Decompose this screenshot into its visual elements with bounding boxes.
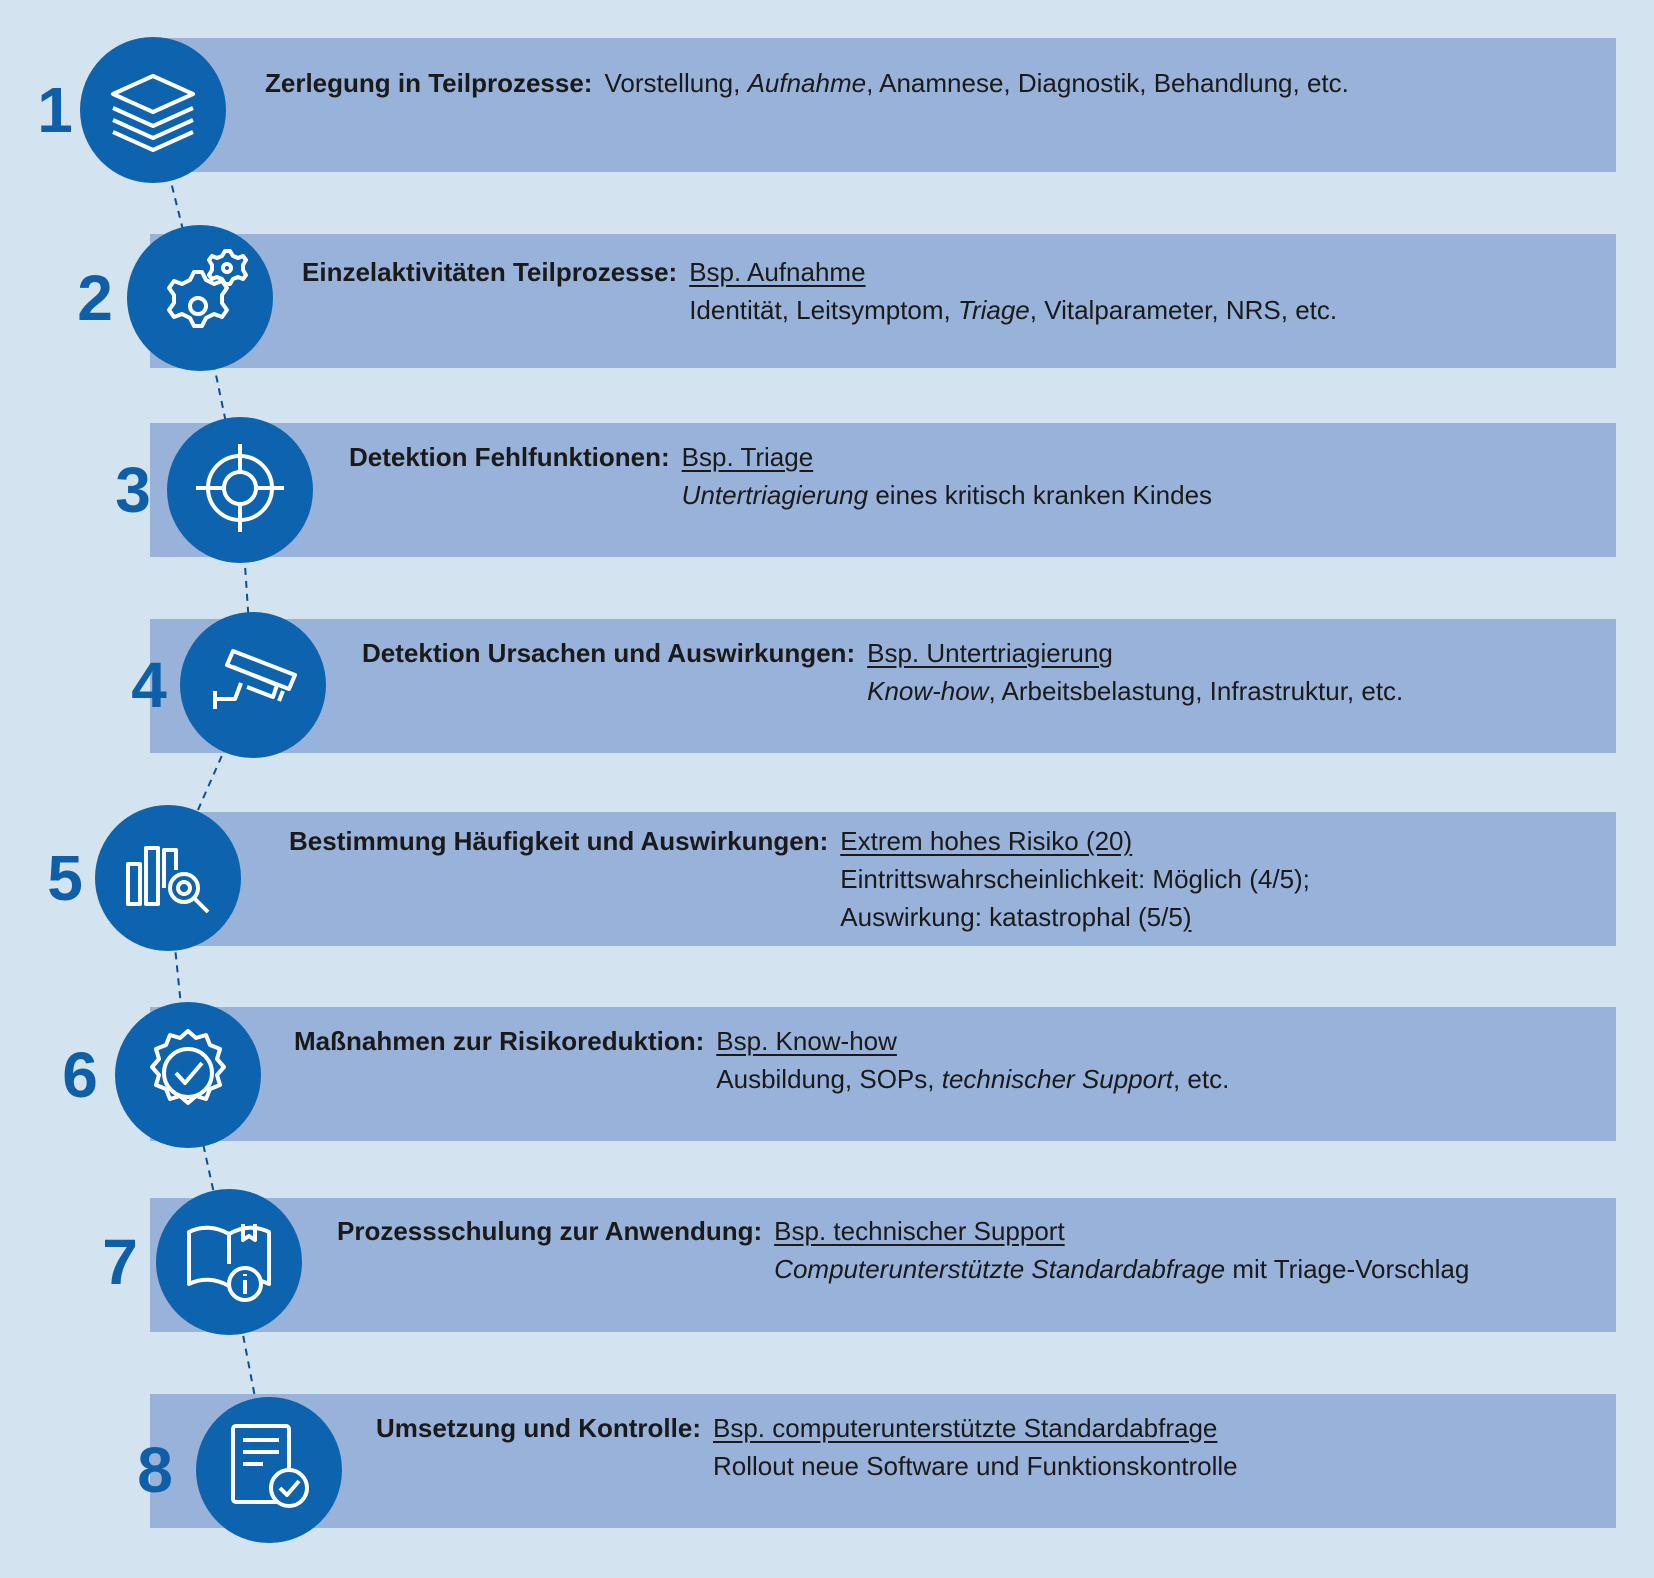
- text-segment: Triage: [958, 295, 1030, 325]
- target-icon: [190, 438, 290, 543]
- step-number: 5: [47, 842, 83, 914]
- step-description: [689, 253, 1337, 329]
- step-6-icon-circle: [115, 1002, 261, 1148]
- step-7-text: [337, 1212, 1469, 1288]
- step-4-icon-circle: [180, 612, 326, 758]
- step-label: Umsetzung und Kontrolle:: [376, 1413, 701, 1443]
- text-segment: Untertriagierung: [681, 480, 869, 510]
- description-line: [682, 476, 1212, 514]
- step-label: Detektion Ursachen und Auswirkungen:: [362, 638, 856, 668]
- step-label: Prozessschulung zur Anwendung:: [337, 1216, 763, 1246]
- text-segment: Vorstellung,: [604, 68, 748, 98]
- description-line: [713, 1447, 1238, 1485]
- text-segment: Rollout neue Software und Funktionskontrolle: [712, 1451, 1238, 1481]
- step-description: [716, 1022, 1229, 1098]
- step-5-icon-circle: [95, 805, 241, 951]
- step-description: [867, 634, 1403, 710]
- text-segment: Eintrittswahrscheinlichkeit: Möglich (4/5);: [840, 864, 1310, 894]
- text-segment: Bsp. technischer Support: [774, 1216, 1065, 1246]
- step-number: 1: [37, 74, 73, 146]
- text-segment: Aufnahme: [747, 68, 867, 98]
- step-number: 6: [62, 1039, 98, 1111]
- gears-icon: [150, 246, 250, 351]
- text-segment: Computerunterstützte Standardabfrage: [774, 1254, 1226, 1284]
- badge-check-icon: [138, 1023, 238, 1128]
- step-label: Einzelaktivitäten Teilprozesse:: [302, 257, 678, 287]
- step-label: Detektion Fehlfunktionen:: [349, 442, 670, 472]
- step-label: Bestimmung Häufigkeit und Auswirkungen:: [289, 826, 829, 856]
- security-camera-icon: [203, 633, 303, 738]
- description-line: [840, 898, 1310, 936]
- step-description: [682, 438, 1212, 514]
- step-2-icon-circle: [127, 225, 273, 371]
- description-line: [713, 1409, 1238, 1447]
- text-segment: Ausbildung, SOPs,: [716, 1064, 942, 1094]
- text-segment: mit Triage-Vorschlag: [1225, 1254, 1470, 1284]
- description-line: [716, 1022, 1229, 1060]
- step-3-text: [349, 438, 1212, 514]
- description-line: [716, 1060, 1229, 1098]
- description-line: [840, 860, 1310, 898]
- step-description: [774, 1212, 1469, 1288]
- step-number: 7: [102, 1226, 138, 1298]
- text-segment: technischer Support: [941, 1064, 1173, 1094]
- text-segment: Identität, Leitsymptom,: [689, 295, 958, 325]
- step-1-text: [265, 64, 1349, 102]
- text-segment: Bsp. computerunterstützte Standardabfrage: [712, 1413, 1218, 1443]
- text-segment: , Arbeitsbelastung, Infrastruktur, etc.: [988, 676, 1404, 706]
- text-segment: eines kritisch kranken Kindes: [868, 480, 1213, 510]
- text-segment: Bsp. Triage: [681, 442, 814, 472]
- description-line: [604, 64, 1348, 102]
- step-description: [713, 1409, 1238, 1485]
- step-8-text: [376, 1409, 1238, 1485]
- step-8-icon-circle: [196, 1397, 342, 1543]
- step-label: Maßnahmen zur Risikoreduktion:: [294, 1026, 705, 1056]
- step-4-text: [362, 634, 1403, 710]
- text-segment: , Vitalparameter, NRS, etc.: [1029, 295, 1338, 325]
- step-number: 3: [115, 454, 151, 526]
- description-line: [682, 438, 1212, 476]
- text-segment: Bsp. Untertriagierung: [867, 638, 1113, 668]
- step-7-icon-circle: [156, 1189, 302, 1335]
- text-segment: , etc.: [1172, 1064, 1230, 1094]
- book-info-icon: [179, 1210, 279, 1315]
- description-line: [867, 634, 1403, 672]
- text-segment: , Anamnese, Diagnostik, Behandlung, etc.: [866, 68, 1349, 98]
- step-6-text: [294, 1022, 1229, 1098]
- text-segment: ): [1182, 902, 1192, 932]
- step-description: [604, 64, 1348, 102]
- description-line: [689, 291, 1337, 329]
- description-line: [689, 253, 1337, 291]
- document-check-icon: [219, 1418, 319, 1523]
- layers-icon: [103, 58, 203, 163]
- step-number: 8: [137, 1434, 173, 1506]
- step-5-text: [289, 822, 1310, 936]
- step-3-icon-circle: [167, 417, 313, 563]
- chart-search-icon: [118, 826, 218, 931]
- text-segment: Auswirkung: katastrophal (5/5: [840, 902, 1183, 932]
- text-segment: Know-how: [867, 676, 989, 706]
- description-line: [774, 1212, 1469, 1250]
- step-number: 4: [131, 649, 167, 721]
- step-2-text: [302, 253, 1337, 329]
- text-segment: Bsp. Know-how: [716, 1026, 897, 1056]
- step-number: 2: [77, 262, 113, 334]
- step-description: [840, 822, 1310, 936]
- step-1-icon-circle: [80, 37, 226, 183]
- step-1-bar: [150, 38, 1616, 172]
- description-line: [774, 1250, 1469, 1288]
- text-segment: Extrem hohes Risiko (20): [840, 826, 1133, 856]
- description-line: [867, 672, 1403, 710]
- text-segment: Bsp. Aufnahme: [689, 257, 866, 287]
- description-line: [840, 822, 1310, 860]
- step-label: Zerlegung in Teilprozesse:: [265, 68, 593, 98]
